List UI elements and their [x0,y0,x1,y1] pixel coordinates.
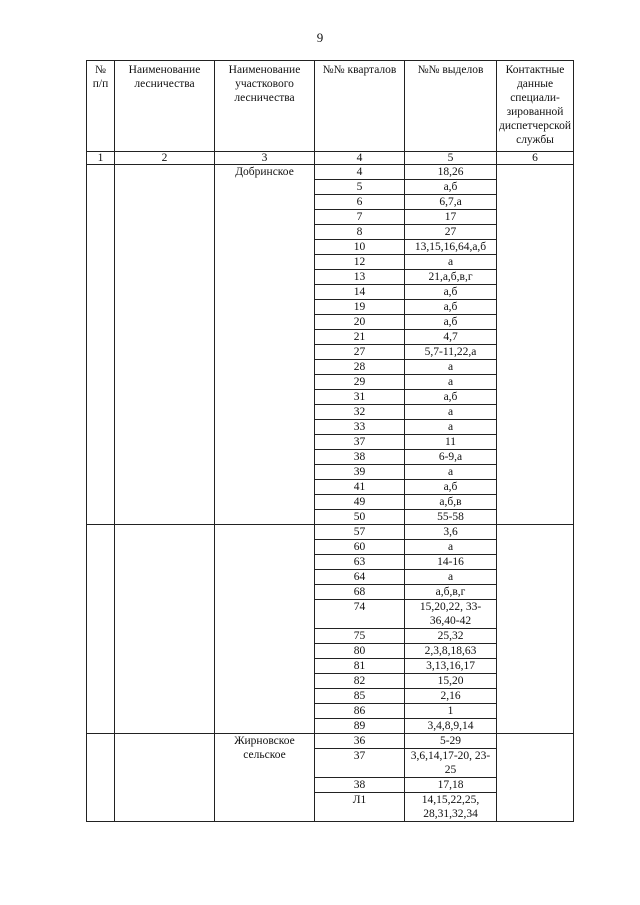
allotment-cell: а [405,360,497,375]
quarter-cell: 32 [315,405,405,420]
allotment-cell: 55-58 [405,510,497,525]
forestry-cell [115,525,215,734]
district-cell: Добринское [215,165,315,525]
allotment-cell: 5,7-11,22,а [405,345,497,360]
quarter-cell: 27 [315,345,405,360]
quarter-cell: 14 [315,285,405,300]
contacts-cell [497,165,574,525]
header-quarters: №№ кварталов [315,61,405,152]
header-forestry: Наименование лесничества [115,61,215,152]
quarter-cell: 82 [315,674,405,689]
quarter-cell: 38 [315,778,405,793]
header-district: Наименование участкового лесничества [215,61,315,152]
header-number: № п/п [87,61,115,152]
page-number: 9 [316,30,324,45]
quarter-cell: 38 [315,450,405,465]
quarter-cell: 36 [315,734,405,749]
allotment-cell: а [405,570,497,585]
allotment-cell: а,б [405,480,497,495]
allotment-cell: а [405,465,497,480]
forestry-cell [115,734,215,822]
number-cell [87,734,115,822]
contacts-cell [497,734,574,822]
allotment-cell: 17 [405,210,497,225]
quarter-cell: 64 [315,570,405,585]
allotment-cell: 21,а,б,в,г [405,270,497,285]
number-cell [87,525,115,734]
quarter-cell: 80 [315,644,405,659]
quarter-cell: 31 [315,390,405,405]
quarter-cell: 10 [315,240,405,255]
quarter-cell: 6 [315,195,405,210]
quarter-cell: 28 [315,360,405,375]
allotment-cell: 5-29 [405,734,497,749]
allotment-cell: 3,13,16,17 [405,659,497,674]
quarter-cell: 7 [315,210,405,225]
allotment-cell: 2,3,8,18,63 [405,644,497,659]
quarter-cell: 5 [315,180,405,195]
allotment-cell: а [405,375,497,390]
quarter-cell: 29 [315,375,405,390]
quarter-cell: 49 [315,495,405,510]
allotment-cell: а,б [405,315,497,330]
allotment-cell: 3,6,14,17-20, 23-25 [405,749,497,778]
district-cell [215,525,315,734]
quarter-cell: 68 [315,585,405,600]
allotment-cell: 4,7 [405,330,497,345]
allotment-cell: 25,32 [405,629,497,644]
table-row [87,165,574,180]
quarter-cell: 81 [315,659,405,674]
quarter-cell: 4 [315,165,405,180]
quarter-cell: 8 [315,225,405,240]
quarter-cell: 37 [315,749,405,778]
quarter-cell: 86 [315,704,405,719]
allotment-cell: а,б [405,180,497,195]
column-numbers-row [87,152,574,165]
quarter-cell: 41 [315,480,405,495]
allotment-cell: а,б [405,285,497,300]
quarter-cell: 74 [315,600,405,629]
quarter-cell: 12 [315,255,405,270]
quarter-cell: 75 [315,629,405,644]
quarter-cell: 37 [315,435,405,450]
allotment-cell: а,б [405,300,497,315]
quarter-cell: 21 [315,330,405,345]
quarter-cell: 20 [315,315,405,330]
quarter-cell: 63 [315,555,405,570]
table-row [87,734,574,749]
allotment-cell: а,б,в,г [405,585,497,600]
allotment-cell: 15,20,22, 33-36,40-42 [405,600,497,629]
table-header-row [87,61,574,152]
col-number: 6 [497,152,574,165]
allotment-cell: 3,4,8,9,14 [405,719,497,734]
number-cell [87,165,115,525]
quarter-cell: 39 [315,465,405,480]
allotment-cell: 13,15,16,64,а,б [405,240,497,255]
header-contacts: Контактные данные специали-зированной диспетчерской службы [497,61,574,152]
allotment-cell: 27 [405,225,497,240]
allotment-cell: 6-9,а [405,450,497,465]
forestry-table [86,60,574,822]
quarter-cell: 89 [315,719,405,734]
district-cell: Жирновское сельское [215,734,315,822]
allotment-cell: 11 [405,435,497,450]
allotment-cell: а,б [405,390,497,405]
col-number: 1 [87,152,115,165]
allotment-cell: 14,15,22,25, 28,31,32,34 [405,793,497,822]
allotment-cell: 2,16 [405,689,497,704]
quarter-cell: 33 [315,420,405,435]
col-number: 2 [115,152,215,165]
quarter-cell: 85 [315,689,405,704]
allotment-cell: 1 [405,704,497,719]
col-number: 3 [215,152,315,165]
forestry-cell [115,165,215,525]
allotment-cell: а [405,255,497,270]
allotment-cell: а [405,405,497,420]
allotment-cell: 18,26 [405,165,497,180]
allotment-cell: а [405,420,497,435]
col-number: 5 [405,152,497,165]
quarter-cell: Л1 [315,793,405,822]
table-row [87,525,574,540]
contacts-cell [497,525,574,734]
table-body [87,165,574,822]
allotment-cell: 15,20 [405,674,497,689]
header-allotments: №№ выделов [405,61,497,152]
col-number: 4 [315,152,405,165]
quarter-cell: 57 [315,525,405,540]
allotment-cell: 17,18 [405,778,497,793]
quarter-cell: 60 [315,540,405,555]
allotment-cell: 14-16 [405,555,497,570]
quarter-cell: 13 [315,270,405,285]
allotment-cell: 3,6 [405,525,497,540]
quarter-cell: 19 [315,300,405,315]
quarter-cell: 50 [315,510,405,525]
allotment-cell: а [405,540,497,555]
allotment-cell: 6,7,а [405,195,497,210]
allotment-cell: а,б,в [405,495,497,510]
